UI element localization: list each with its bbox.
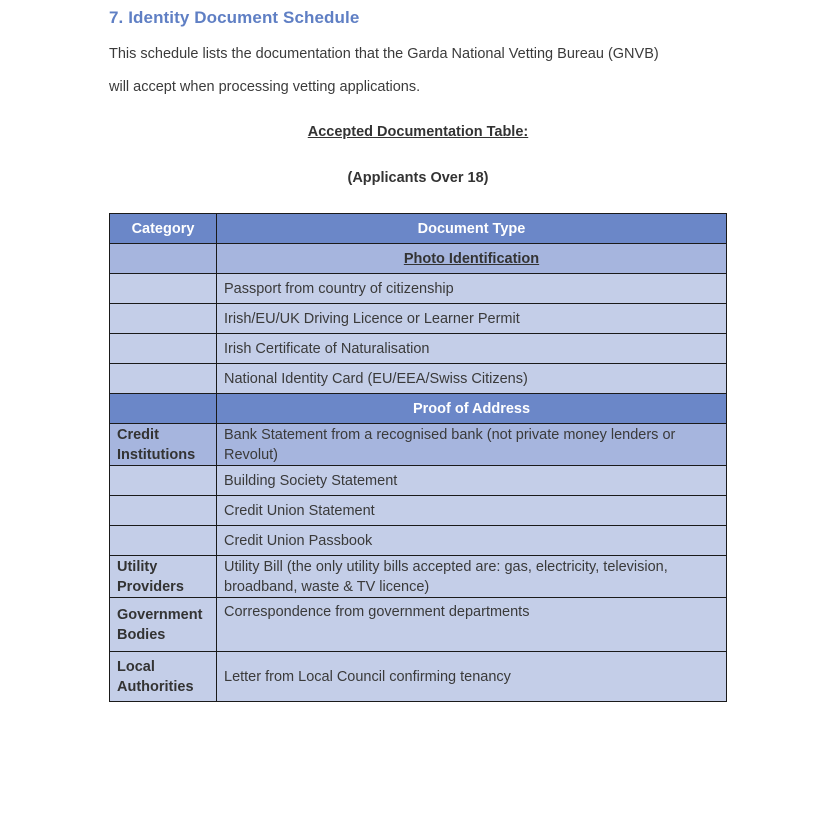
category-cell [110,466,217,496]
category-cell: Utility Providers [110,556,217,598]
table-row [110,652,727,702]
table-row [110,556,727,598]
column-header-category: Category [110,214,217,244]
section-label: Proof of Address [217,394,727,424]
document-cell: Utility Bill (the only utility bills accepted are: gas, electricity, television, broadband, waste & TV licence) [217,556,727,598]
category-cell [110,274,217,304]
category-cell [110,364,217,394]
intro-paragraph-line-2: will accept when processing vetting applications. [109,79,421,95]
category-cell [110,244,217,274]
section-row-proof-of-address [110,394,727,424]
document-cell: Letter from Local Council confirming tenancy [217,652,727,702]
category-cell [110,334,217,364]
table-row [110,526,727,556]
table-row [110,334,727,364]
category-cell [110,394,217,424]
accepted-documentation-table [109,213,727,702]
category-cell: Local Authorities [110,652,217,702]
column-header-document-type: Document Type [217,214,727,244]
section-row-photo-identification [110,244,727,274]
table-row [110,424,727,466]
document-cell: Irish Certificate of Naturalisation [217,334,727,364]
category-cell: Government Bodies [110,598,217,652]
table-row [110,304,727,334]
document-cell: Irish/EU/UK Driving Licence or Learner Permit [217,304,727,334]
section-heading: 7. Identity Document Schedule [109,8,360,27]
category-cell [110,304,217,334]
table-row [110,466,727,496]
category-cell [110,496,217,526]
table-subtitle: (Applicants Over 18) [347,170,489,186]
document-cell: Correspondence from government departments [217,598,727,652]
document-cell: Passport from country of citizenship [217,274,727,304]
table-title: Accepted Documentation Table: [307,124,529,140]
table-row [110,496,727,526]
document-cell: Bank Statement from a recognised bank (not private money lenders or Revolut) [217,424,727,466]
table-row [110,274,727,304]
category-cell [110,526,217,556]
table-row [110,598,727,652]
document-cell: Credit Union Statement [217,496,727,526]
document-cell: Building Society Statement [217,466,727,496]
section-label: Photo Identification [217,244,727,274]
table-header-row [110,214,727,244]
category-cell: Credit Institutions [110,424,217,466]
table-row [110,364,727,394]
document-cell: National Identity Card (EU/EEA/Swiss Citizens) [217,364,727,394]
document-cell: Credit Union Passbook [217,526,727,556]
intro-paragraph-line-1: This schedule lists the documentation that the Garda National Vetting Bureau (GNVB) [109,46,659,62]
